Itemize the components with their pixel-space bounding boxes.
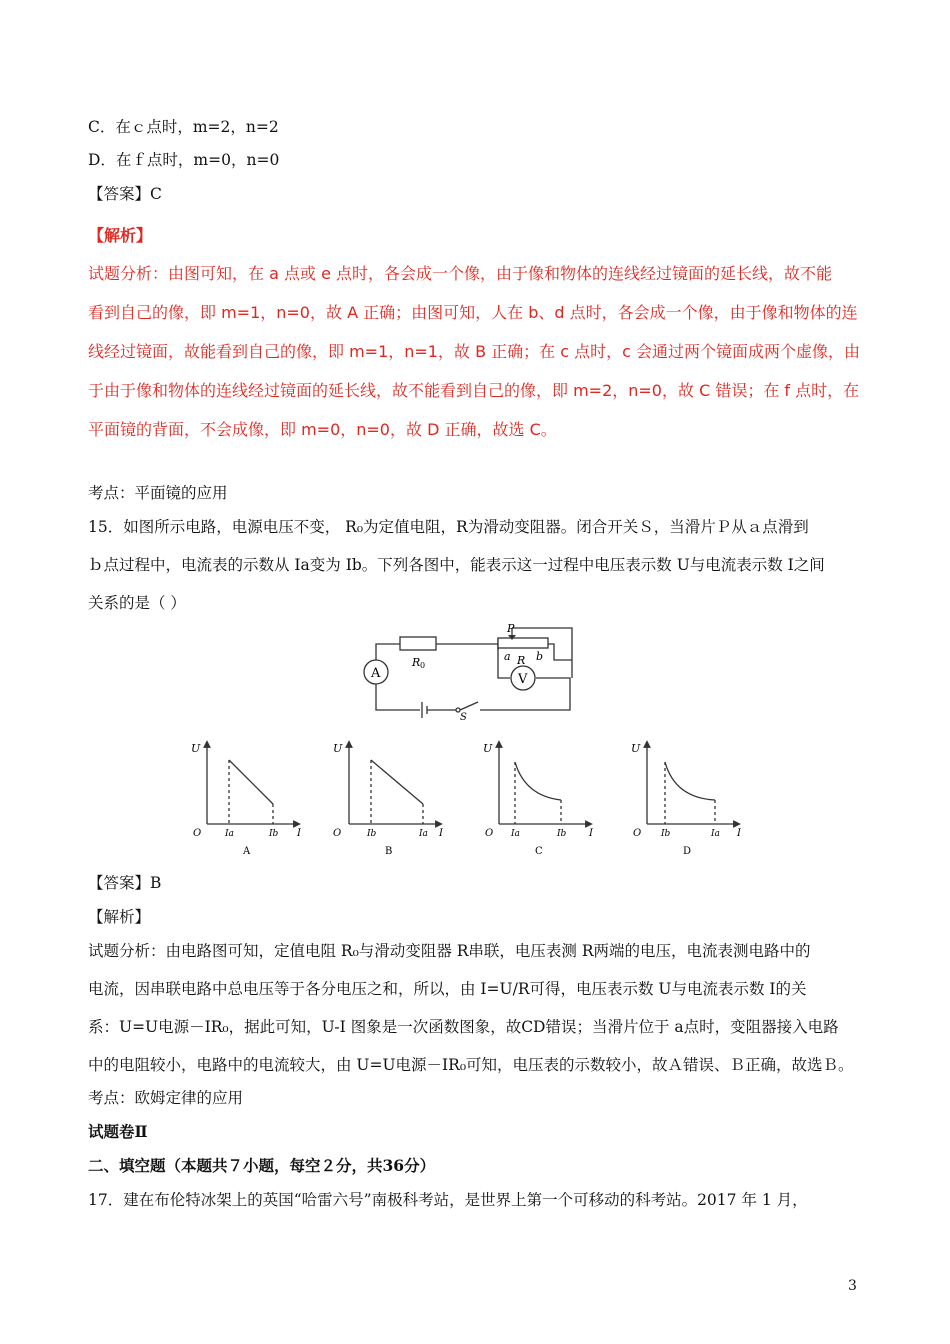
graph-d	[631, 742, 742, 857]
analysis-15-line-4: 中的电阻较小，电路中的电流较大，由 U=U电源－IR₀可知，电压表的示数较小，故Ａ错误、Ｂ正确，故选Ｂ。	[88, 1056, 854, 1074]
graph-b-tick-1: Ib	[367, 829, 377, 839]
graph-a	[191, 742, 302, 857]
point-a-label: a	[504, 650, 511, 663]
option-c: C．在ｃ点时，m=2，n=2	[88, 118, 279, 136]
graph-c-x-axis: I	[589, 828, 593, 839]
graph-a-tick-1: Ia	[225, 829, 234, 839]
rheostat-label: R	[517, 654, 526, 667]
graph-b-tick-2: Ia	[419, 829, 428, 839]
question-17: 17．建在布伦特冰架上的英国“哈雷六号”南极科考站，是世界上第一个可移动的科考站。2017 年 1 月，	[88, 1191, 808, 1209]
analysis-line-1: 试题分析：由图可知，在 a 点或 e 点时，各会成一个像，由于像和物体的连线经过镜面的延长线，故不能	[88, 264, 832, 283]
analysis-line-3: 线经过镜面，故能看到自己的像，即 m=1，n=1，故 B 正确；在 c 点时，c 会通过两个镜面成两个虚像，由	[88, 342, 860, 361]
voltmeter-label: V	[518, 672, 528, 687]
part-two-title: 二、填空题（本题共７小题，每空２分，共36分）	[88, 1156, 436, 1175]
graph-d-origin: O	[633, 828, 642, 839]
answer-15: 【答案】B	[88, 874, 162, 892]
graph-b-x-axis: I	[439, 828, 443, 839]
answer-14: 【答案】C	[88, 185, 162, 203]
analysis-15-line-2: 电流，因串联电路中总电压等于各分电压之和，所以，由 I=U/R可得，电压表示数 U与电流表示数 I的关	[88, 980, 807, 998]
analysis-line-4: 于由于像和物体的连线经过镜面的延长线，故不能看到自己的像，即 m=2，n=0，故 C 错误；在 f 点时，在	[88, 381, 860, 400]
analysis-line-2: 看到自己的像，即 m=1，n=0，故 A 正确；由图可知，人在 b、d 点时，各会成一个像，由于像和物体的连	[88, 303, 858, 322]
slider-label: P	[507, 622, 515, 635]
graph-a-y-axis: U	[191, 742, 201, 755]
analysis-heading: 【解析】	[88, 908, 151, 926]
point-b-label: b	[536, 650, 544, 663]
knowledge-point-14: 考点：平面镜的应用	[88, 484, 228, 502]
analysis-15-line-1: 试题分析：由电路图可知，定值电阻 R₀与滑动变阻器 R串联，电压表测 R两端的电压，电流表测电路中的	[88, 942, 811, 960]
option-d: D．在ｆ点时，m=0，n=0	[88, 151, 280, 169]
question-15-line-3: 关系的是（ ）	[88, 594, 186, 612]
graph-a-tick-2: Ib	[269, 829, 279, 839]
graph-b-origin: O	[333, 828, 342, 839]
r0-label: R	[412, 656, 421, 669]
graph-c-y-axis: U	[483, 742, 493, 755]
graph-b	[333, 742, 444, 857]
graph-a-origin: O	[193, 828, 202, 839]
graph-c	[483, 742, 594, 857]
graph-a-x-axis: I	[297, 828, 301, 839]
question-15-line-2: ｂ点过程中，电流表的示数从 Ia变为 Ib。下列各图中，能表示这一过程中电压表示数 U与电流表示数 I之间	[88, 556, 825, 574]
circuit-diagram	[360, 620, 590, 720]
graph-d-label: D	[683, 846, 692, 857]
page-number: 3	[848, 1278, 857, 1294]
graphs-row	[185, 738, 765, 858]
graph-a-label: A	[243, 846, 251, 857]
graph-c-origin: O	[485, 828, 494, 839]
graph-d-tick-2: Ia	[711, 829, 720, 839]
graph-d-x-axis: I	[737, 828, 741, 839]
graph-c-tick-1: Ia	[511, 829, 520, 839]
analysis-line-5: 平面镜的背面，不会成像，即 m=0，n=0，故 D 正确，故选 C。	[88, 420, 557, 439]
graph-b-y-axis: U	[333, 742, 343, 755]
graph-c-label: C	[535, 846, 543, 857]
analysis-15-line-3: 系：U=U电源－IR₀，据此可知，U-I 图象是一次函数图象，故CD错误；当滑片位于 a点时，变阻器接入电路	[88, 1018, 839, 1036]
graph-d-y-axis: U	[631, 742, 641, 755]
knowledge-point-15: 考点：欧姆定律的应用	[88, 1089, 244, 1107]
ammeter-label: A	[371, 666, 381, 681]
question-15-line-1: 15．如图所示电路，电源电压不变， R₀为定值电阻，R为滑动变阻器。闭合开关Ｓ，当滑片Ｐ从ａ点滑到	[88, 518, 809, 536]
graph-b-label: B	[385, 846, 393, 857]
section-title: 试题卷Ⅱ	[88, 1122, 148, 1141]
r0-sub: 0	[420, 661, 426, 670]
analysis-heading-red: 【解析】	[88, 226, 153, 245]
switch-label: S	[460, 712, 467, 720]
graph-d-tick-1: Ib	[661, 829, 671, 839]
graph-c-tick-2: Ib	[557, 829, 567, 839]
